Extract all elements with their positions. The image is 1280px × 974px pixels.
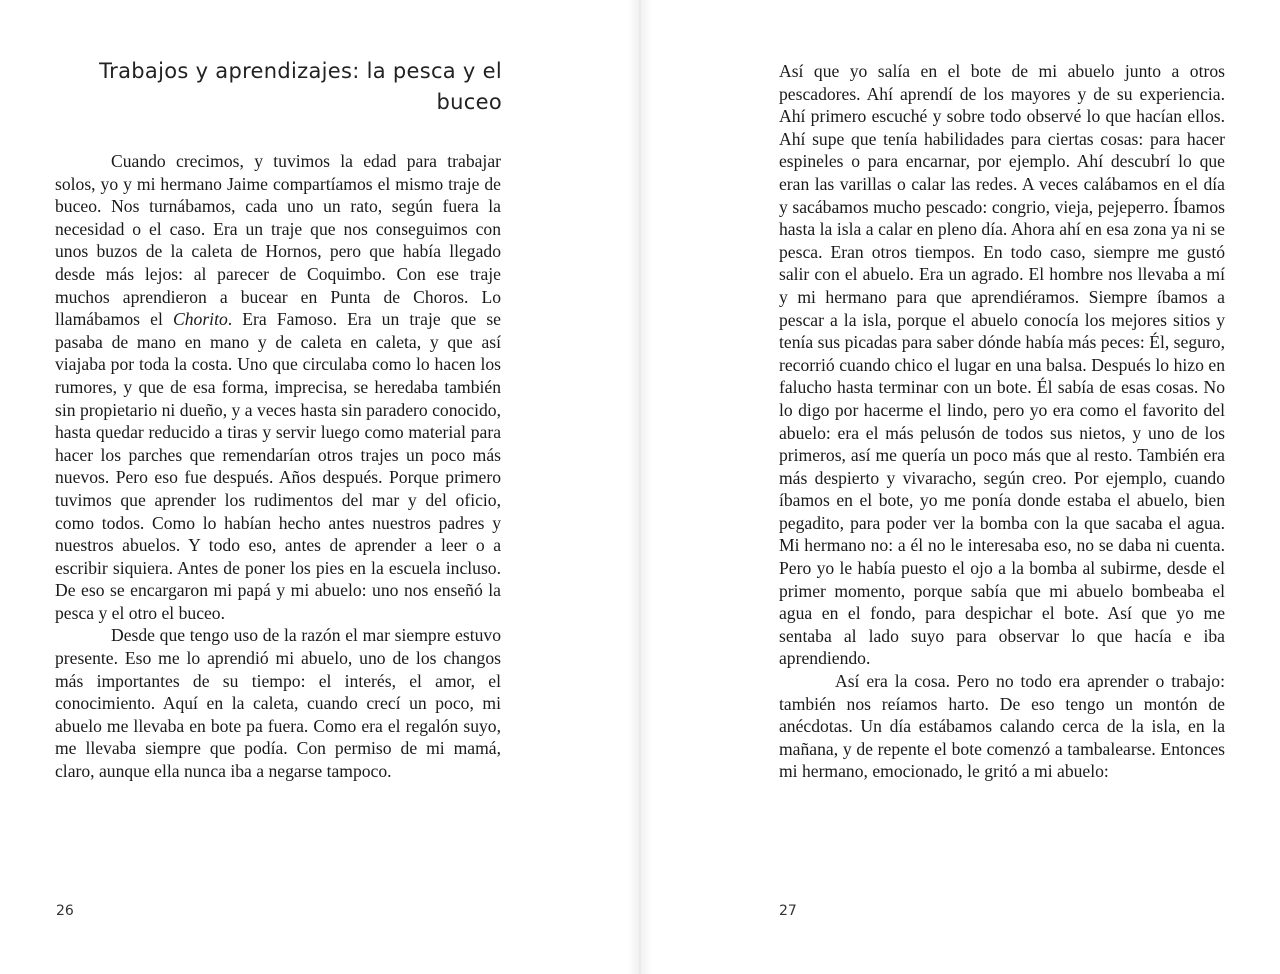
right-paragraph-1: Así que yo salía en el bote de mi abuelo junto a otros pescadores. Ahí aprendí de los mayores y de su experiencia. Ahí primero escuché y sobre todo observé lo que hacían ellos. Ahí supe que tenía habilidades para ciertas cosas: para hacer espineles o para encarnar, por ejemplo. Ahí descubrí lo que eran las varillas o calar las redes. A veces calábamos en el día y sacábamos mucho pescado: congrio, vieja, pejeperro. Íbamos hasta la isla a calar en pleno día. Ahora ahí en esa zona ya ni se pesca. Eran otros tiempos. En todo caso, siempre me gustó salir con el abuelo. Era un agrado. El hombre nos llevaba a mí y mi hermano para que aprendiéramos. Siempre íbamos a pescar a la isla, porque el abuelo conocía los mejores sitios y tenía sus picadas para saber dónde había más peces: Él, seguro, recorrió cuando chico el lugar en una balsa. Después lo hizo en falucho hasta terminar con un bote. Él sabía de esas cosas. No lo digo por hacerme el lindo, pero yo era como el favorito del abuelo: era el más pelusón de todos sus nietos, y uno de los primeros, así me quería un poco más que al resto. También era más despierto y vivaracho, según creo. Por ejemplo, cuando íbamos en el bote, yo me ponía donde estaba el abuelo, bien pegadito, para poder ver la bomba con la que sacaba el agua. Mi hermano no: a él no le interesaba eso, no se daba ni cuenta. Pero yo le había puesto el ojo a la bomba al subirme, desde el primer momento, porque sabía que mi abuelo bombeaba el agua en el fondo, para despichar el bote. Así que yo me sentaba al lado suyo para observar lo que hacía e iba aprendiendo. bbox=[779, 61, 1225, 669]
right-page-body bbox=[779, 60, 1225, 783]
chapter-title: Trabajos y aprendizajes: la pesca y el buceo bbox=[99, 59, 502, 114]
right-page bbox=[640, 0, 1280, 974]
left-paragraph-1 bbox=[55, 150, 501, 624]
left-paragraph-1-part-a: Cuando crecimos, y tuvimos la edad para trabajar solos, yo y mi hermano Jaime compartíamos el mismo traje de buceo. Nos turnábamos, cada uno un rato, según fuera la necesidad o el caso. Era un traje que nos conseguimos con unos buzos de la caleta de Hornos, pero que había llegado desde más lejos: al parecer de Coquimbo. Con ese traje muchos aprendieron a bucear en Punta de Choros. Lo llamábamos el bbox=[55, 151, 501, 330]
page-number-left: 26 bbox=[56, 903, 74, 919]
right-paragraph-2: Así era la cosa. Pero no todo era aprender o trabajo: también nos reíamos harto. De eso tengo un montón de anécdotas. Un día estábamos calando cerca de la isla, en la mañana, y de repente el bote comenzó a tambalearse. Entonces mi hermano, emocionado, le gritó a mi abuelo: bbox=[779, 671, 1225, 782]
italic-chorito: Chorito bbox=[173, 309, 228, 330]
left-page-body bbox=[55, 150, 501, 783]
page-number-right: 27 bbox=[779, 903, 797, 919]
book-gutter-shadow bbox=[628, 0, 652, 974]
left-paragraph-1-part-b: . Era Famoso. Era un traje que se pasaba de mano en mano y de caleta en caleta, y que así viajaba por toda la costa. Uno que circulaba como lo hacen los rumores, y que de esa forma, imprecisa, se heredaba también sin propietario ni dueño, y a veces hasta sin paradero conocido, hasta quedar reducido a tiras y servir luego como material para hacer los parches que remendarían otros trajes un poco más nuevos. Pero eso fue después. Años después. Porque primero tuvimos que aprender los rudimentos del mar y del oficio, como todos. Como lo habían hecho antes nuestros padres y nuestros abuelos. Y todo eso, antes de aprender a leer o a escribir siquiera. Antes de poner los pies en la escuela incluso. De eso se encargaron mi papá y mi abuelo: uno nos enseñó la pesca y el otro el buceo. bbox=[55, 309, 501, 623]
left-paragraph-2: Desde que tengo uso de la razón el mar siempre estuvo presente. Eso me lo aprendió mi abuelo, uno de los changos más importantes de su tiempo: el interés, el amor, el conocimiento. Aquí en la caleta, cuando crecí un poco, mi abuelo me llevaba en bote pa fuera. Como era el regalón suyo, me llevaba siempre que podía. Con permiso de mi mamá, claro, aunque ella nunca iba a negarse tampoco. bbox=[55, 625, 501, 782]
